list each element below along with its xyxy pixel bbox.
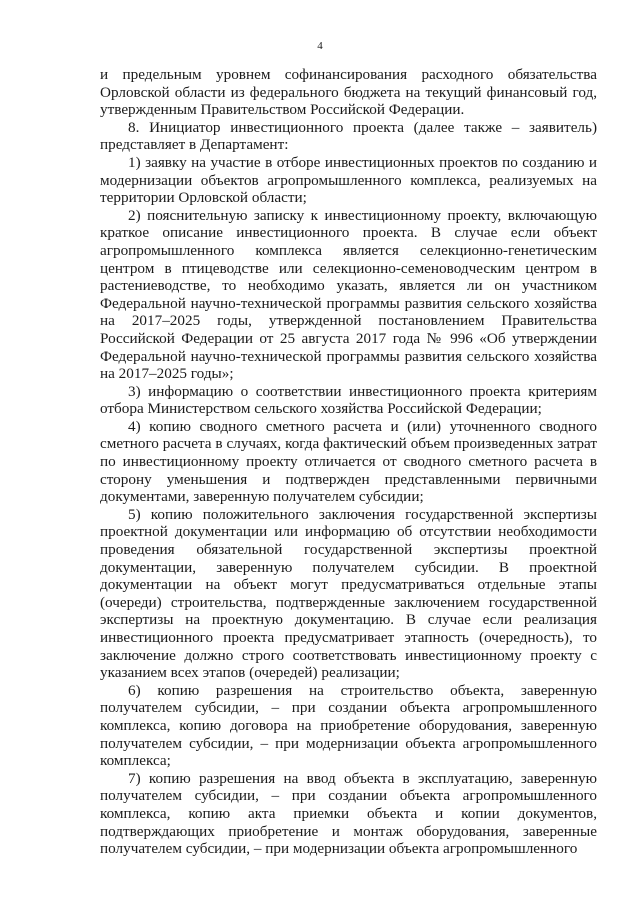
page-number: 4 — [317, 40, 323, 52]
paragraph-item-8: 8. Инициатор инвестиционного проекта (далее также – заявитель) представляет в Департамент: — [100, 118, 597, 154]
list-item-6: 6) копию разрешения на строительство объекта, заверенную получателем субсидии, – при создании объекта агропромышленного комплекса, копию договора на приобретение оборудования, заверенную получателем субсидии, – при модернизации объекта агропромышленного комплекса; — [100, 681, 597, 770]
list-item-3: 3) информацию о соответствии инвестиционного проекта критериям отбора Министерством сельского хозяйства Российской Федерации; — [100, 382, 597, 418]
list-item-5: 5) копию положительного заключения государственной экспертизы проектной документации или информацию об отсутствии необходимости проведения обязательной государственной экспертизы проектной документации, заверенную получателем субсидии. В проектной документации на объект могут предусматриваться отдельные этапы (очереди) строительства, подтвержденные заключением государственной экспертизы на проектную документацию. В случае если реализация инвестиционного проекта предусматривает этапность (очередность), то заключение должно строго соответствовать инвестиционному проекту с указанием всех этапов (очередей) реализации; — [100, 505, 597, 682]
list-item-2: 2) пояснительную записку к инвестиционному проекту, включающую краткое описание инвестиционного проекта. В случае если объект агропромышленного комплекса является селекционно-генетическим центром в птицеводстве или селекционно-семеноводческим центром в растениеводстве, то необходимо указать, является ли он участником Федеральной научно-технической программы развития сельского хозяйства на 2017–2025 годы, утвержденной постановлением Правительства Российской Федерации от 25 августа 2017 года № 996 «Об утверждении Федеральной научно-технической программы развития сельского хозяйства на 2017–2025 годы»; — [100, 206, 597, 383]
list-item-4: 4) копию сводного сметного расчета и (или) уточненного сводного сметного расчета в случаях, когда фактический объем произведенных затрат по инвестиционному проекту отличается от сводного сметного расчета в сторону уменьшения и подтвержден представленными первичными документами, заверенную получателем субсидии; — [100, 417, 597, 506]
paragraph-continuation: и предельным уровнем софинансирования расходного обязательства Орловской области из федерального бюджета на текущий финансовый год, утвержденным Правительством Российской Федерации. — [100, 66, 597, 119]
list-item-1: 1) заявку на участие в отборе инвестиционных проектов по созданию и модернизации объектов агропромышленного комплекса, реализуемых на территории Орловской области; — [100, 153, 597, 207]
list-item-7: 7) копию разрешения на ввод объекта в эксплуатацию, заверенную получателем субсидии, – при создании объекта агропромышленного комплекса, копию акта приемки объекта и копии документов, подтверждающих приобретение и монтаж оборудования, заверенные получателем субсидии, – при модернизации объекта агропромышленного — [100, 769, 597, 858]
document-body — [100, 66, 597, 858]
